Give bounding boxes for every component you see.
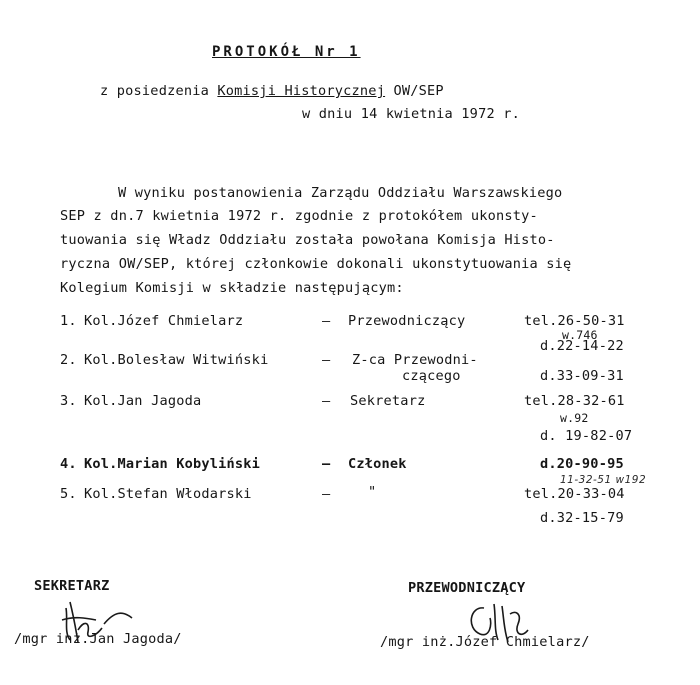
member-phone: d.20-90-95 (540, 456, 624, 472)
member-dash: – (322, 486, 331, 502)
member-dash: – (322, 313, 331, 329)
body-line: SEP z dn.7 kwietnia 1972 r. zgodnie z protokółem ukonsty- (60, 208, 538, 224)
member-phone: d.22-14-22 (540, 338, 624, 354)
secretary-name: /mgr inż.Jan Jagoda/ (14, 631, 182, 647)
member-name: Kol.Stefan Włodarski (84, 486, 252, 502)
member-dash: – (322, 393, 331, 409)
member-dash: – (322, 352, 331, 368)
member-dash: – (322, 456, 331, 472)
commission-name: Komisji Historycznej (217, 83, 386, 99)
chair-label: PRZEWODNICZĄCY (408, 580, 526, 596)
member-name: Kol.Józef Chmielarz (84, 313, 244, 329)
member-phone: tel.28-32-61 (524, 393, 625, 409)
member-phone: d. 19-82-07 (540, 428, 633, 444)
body-line: ryczna OW/SEP, której członkowie dokonali ukonstytuowania się (60, 256, 572, 272)
member-phone: d.33-09-31 (540, 368, 624, 384)
document-title: PROTOKÓŁ Nr 1 (212, 44, 361, 60)
member-role-continued: czącego (402, 368, 461, 384)
member-number: 3. (60, 393, 77, 409)
member-phone: d.32-15-79 (540, 510, 624, 526)
member-number: 1. (60, 313, 77, 329)
body-line: tuowania się Władz Oddziału została powołana Komisja Histo- (60, 232, 555, 248)
body-line: W wyniku postanowienia Zarządu Oddziału Warszawskiego (118, 185, 563, 201)
member-number: 4. (60, 456, 77, 472)
member-role: Sekretarz (350, 393, 426, 409)
meeting-suffix: OW/SEP (385, 83, 444, 99)
chair-signature (462, 594, 542, 654)
member-number: 5. (60, 486, 77, 502)
handwritten-phone-note: 11-32-51 w192 (560, 474, 647, 486)
member-phone-extension: w.92 (560, 411, 589, 425)
member-number: 2. (60, 352, 77, 368)
secretary-signature (56, 590, 186, 650)
member-role: Przewodniczący (348, 313, 466, 329)
member-name: Kol.Marian Kobyliński (84, 456, 261, 472)
member-phone: tel.20-33-04 (524, 486, 625, 502)
meeting-date: w dniu 14 kwietnia 1972 r. (302, 106, 520, 122)
meeting-prefix: z posiedzenia (100, 83, 218, 99)
member-name: Kol.Jan Jagoda (84, 393, 202, 409)
chair-name: /mgr inż.Józef Chmielarz/ (380, 634, 590, 650)
member-name: Kol.Bolesław Witwiński (84, 352, 269, 368)
body-line: Kolegium Komisji w składzie następującym: (60, 280, 404, 296)
member-phone: tel.26-50-31 (524, 313, 625, 329)
member-role: Członek (348, 456, 407, 472)
member-phone-extension: w.746 (562, 328, 598, 342)
secretary-label: SEKRETARZ (34, 578, 110, 594)
member-role: Z-ca Przewodni- (352, 352, 478, 368)
member-role: " (368, 484, 377, 500)
meeting-line (100, 83, 444, 99)
